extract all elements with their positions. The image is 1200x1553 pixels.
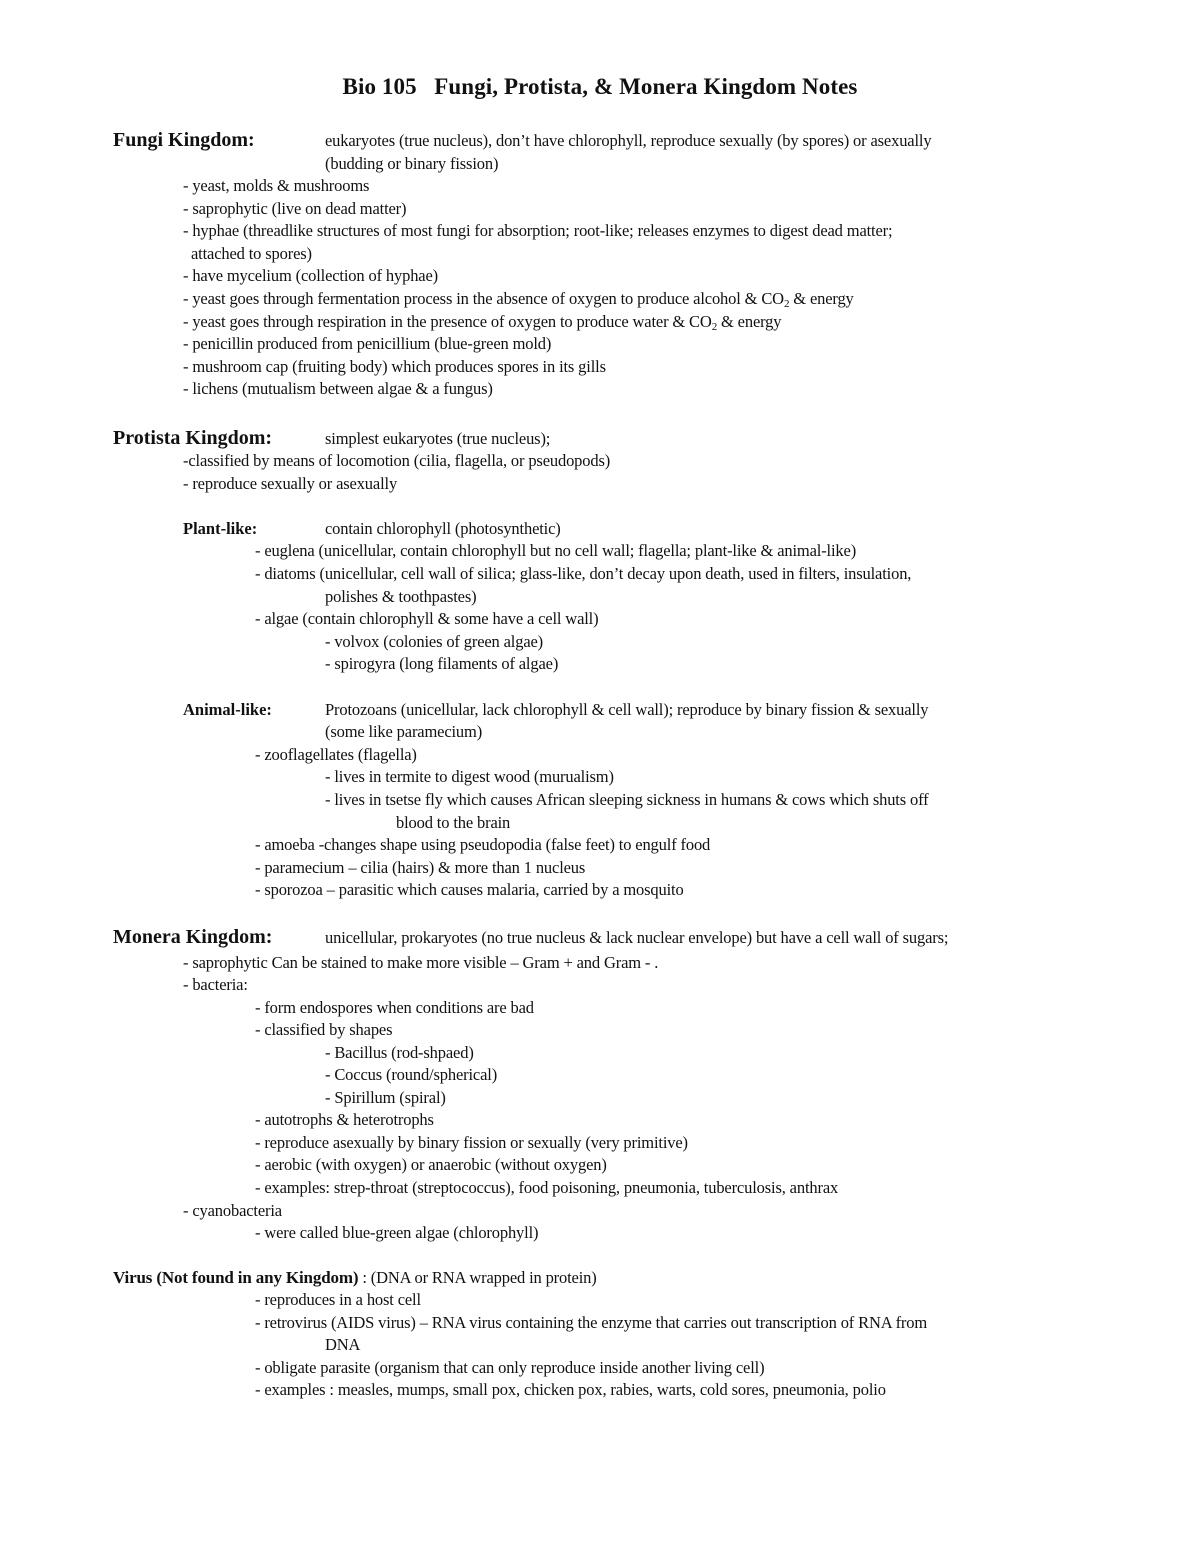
fungi-item: - hyphae (threadlike structures of most fungi for absorption; root-like; releases enzymes to digest dead matter; [183, 221, 893, 240]
monera-item: - bacteria: [183, 975, 248, 994]
monera-item: - cyanobacteria [183, 1201, 282, 1220]
plant-like-subitem: - spirogyra (long filaments of algae) [325, 654, 559, 673]
virus-item: - obligate parasite (organism that can only reproduce inside another living cell) [255, 1358, 765, 1377]
plant-like-item: - algae (contain chlorophyll & some have a cell wall) [255, 609, 599, 628]
fungi-intro-line-2: (budding or binary fission) [325, 154, 499, 173]
plant-like-item-continued: polishes & toothpastes) [325, 587, 477, 606]
monera-subitem: - aerobic (with oxygen) or anaerobic (without oxygen) [255, 1155, 607, 1174]
plant-like-item: - euglena (unicellular, contain chlorophyll but no cell wall; flagella; plant-like & animal-like) [255, 541, 857, 560]
virus-item-continued: DNA [325, 1335, 361, 1354]
monera-subitem: - reproduce asexually by binary fission or sexually (very primitive) [255, 1133, 688, 1152]
animal-like-subitem: - lives in tsetse fly which causes African sleeping sickness in humans & cows which shuts off [325, 790, 929, 809]
virus-heading: Virus (Not found in any Kingdom) [113, 1268, 359, 1287]
fungi-item-continued: attached to spores) [191, 244, 312, 263]
monera-intro: unicellular, prokaryotes (no true nucleus & lack nuclear envelope) but have a cell wall of sugars; [325, 928, 949, 947]
monera-heading: Monera Kingdom: [113, 926, 273, 948]
virus-item: - reproduces in a host cell [255, 1290, 421, 1309]
virus-intro: : (DNA or RNA wrapped in protein) [358, 1268, 597, 1287]
animal-like-subitem: - lives in termite to digest wood (murualism) [325, 767, 614, 786]
animal-like-subitem-continued: blood to the brain [396, 813, 511, 832]
fungi-intro-line-1: eukaryotes (true nucleus), don’t have chlorophyll, reproduce sexually (by spores) or asexually [325, 131, 932, 150]
protista-item: -classified by means of locomotion (cilia, flagella, or pseudopods) [183, 451, 611, 470]
fungi-item: - lichens (mutualism between algae & a fungus) [183, 379, 493, 398]
plant-like-item: - diatoms (unicellular, cell wall of silica; glass-like, don’t decay upon death, used in filters, insulation, [255, 564, 912, 583]
fungi-item: - have mycelium (collection of hyphae) [183, 266, 438, 285]
fungi-item-fermentation: - yeast goes through fermentation process in the absence of oxygen to produce alcohol & $CO_2$ & energy [183, 289, 854, 310]
monera-shape-item: - Bacillus (rod-shpaed) [325, 1043, 474, 1062]
plant-like-subitem: - volvox (colonies of green algae) [325, 632, 544, 651]
monera-subitem: - autotrophs & heterotrophs [255, 1110, 434, 1129]
animal-like-item: - sporozoa – parasitic which causes malaria, carried by a mosquito [255, 880, 684, 899]
animal-like-label: Animal-like: [183, 700, 272, 719]
monera-subitem: - examples: strep-throat (streptococcus), food poisoning, pneumonia, tuberculosis, anthrax [255, 1178, 839, 1197]
animal-like-intro-line-2: (some like paramecium) [325, 722, 483, 741]
virus-item: - examples : measles, mumps, small pox, chicken pox, rabies, warts, cold sores, pneumonia, polio [255, 1380, 886, 1399]
monera-item: - saprophytic Can be stained to make more visible – Gram + and Gram - . [183, 953, 659, 972]
protista-item: - reproduce sexually or asexually [183, 474, 398, 493]
monera-subitem: - form endospores when conditions are bad [255, 998, 534, 1017]
monera-subitem: - classified by shapes [255, 1020, 393, 1039]
virus-heading-line [113, 1267, 597, 1290]
fungi-item-respiration: - yeast goes through respiration in the presence of oxygen to produce water & $CO_2$ & energy [183, 312, 782, 333]
monera-shape-item: - Spirillum (spiral) [325, 1088, 446, 1107]
monera-shape-item: - Coccus (round/spherical) [325, 1065, 498, 1084]
fungi-item: - mushroom cap (fruiting body) which produces spores in its gills [183, 357, 606, 376]
fungi-item: - yeast, molds & mushrooms [183, 176, 370, 195]
virus-item: - retrovirus (AIDS virus) – RNA virus containing the enzyme that carries out transcription of RNA from [255, 1313, 928, 1332]
animal-like-item: - amoeba -changes shape using pseudopodia (false feet) to engulf food [255, 835, 711, 854]
animal-like-item: - paramecium – cilia (hairs) & more than 1 nucleus [255, 858, 586, 877]
fungi-item: - penicillin produced from penicillium (blue-green mold) [183, 334, 552, 353]
document-title: Bio 105 Fungi, Protista, & Monera Kingdom Notes [342, 74, 858, 99]
monera-subitem: - were called blue-green algae (chlorophyll) [255, 1223, 539, 1242]
protista-intro: simplest eukaryotes (true nucleus); [325, 429, 551, 448]
fungi-item: - saprophytic (live on dead matter) [183, 199, 407, 218]
animal-like-item: - zooflagellates (flagella) [255, 745, 417, 764]
fungi-heading: Fungi Kingdom: [113, 129, 255, 151]
protista-heading: Protista Kingdom: [113, 427, 273, 449]
plant-like-intro: contain chlorophyll (photosynthetic) [325, 519, 561, 538]
plant-like-label: Plant-like: [183, 519, 258, 538]
animal-like-intro-line-1: Protozoans (unicellular, lack chlorophyll & cell wall); reproduce by binary fission & sexually [325, 700, 929, 719]
